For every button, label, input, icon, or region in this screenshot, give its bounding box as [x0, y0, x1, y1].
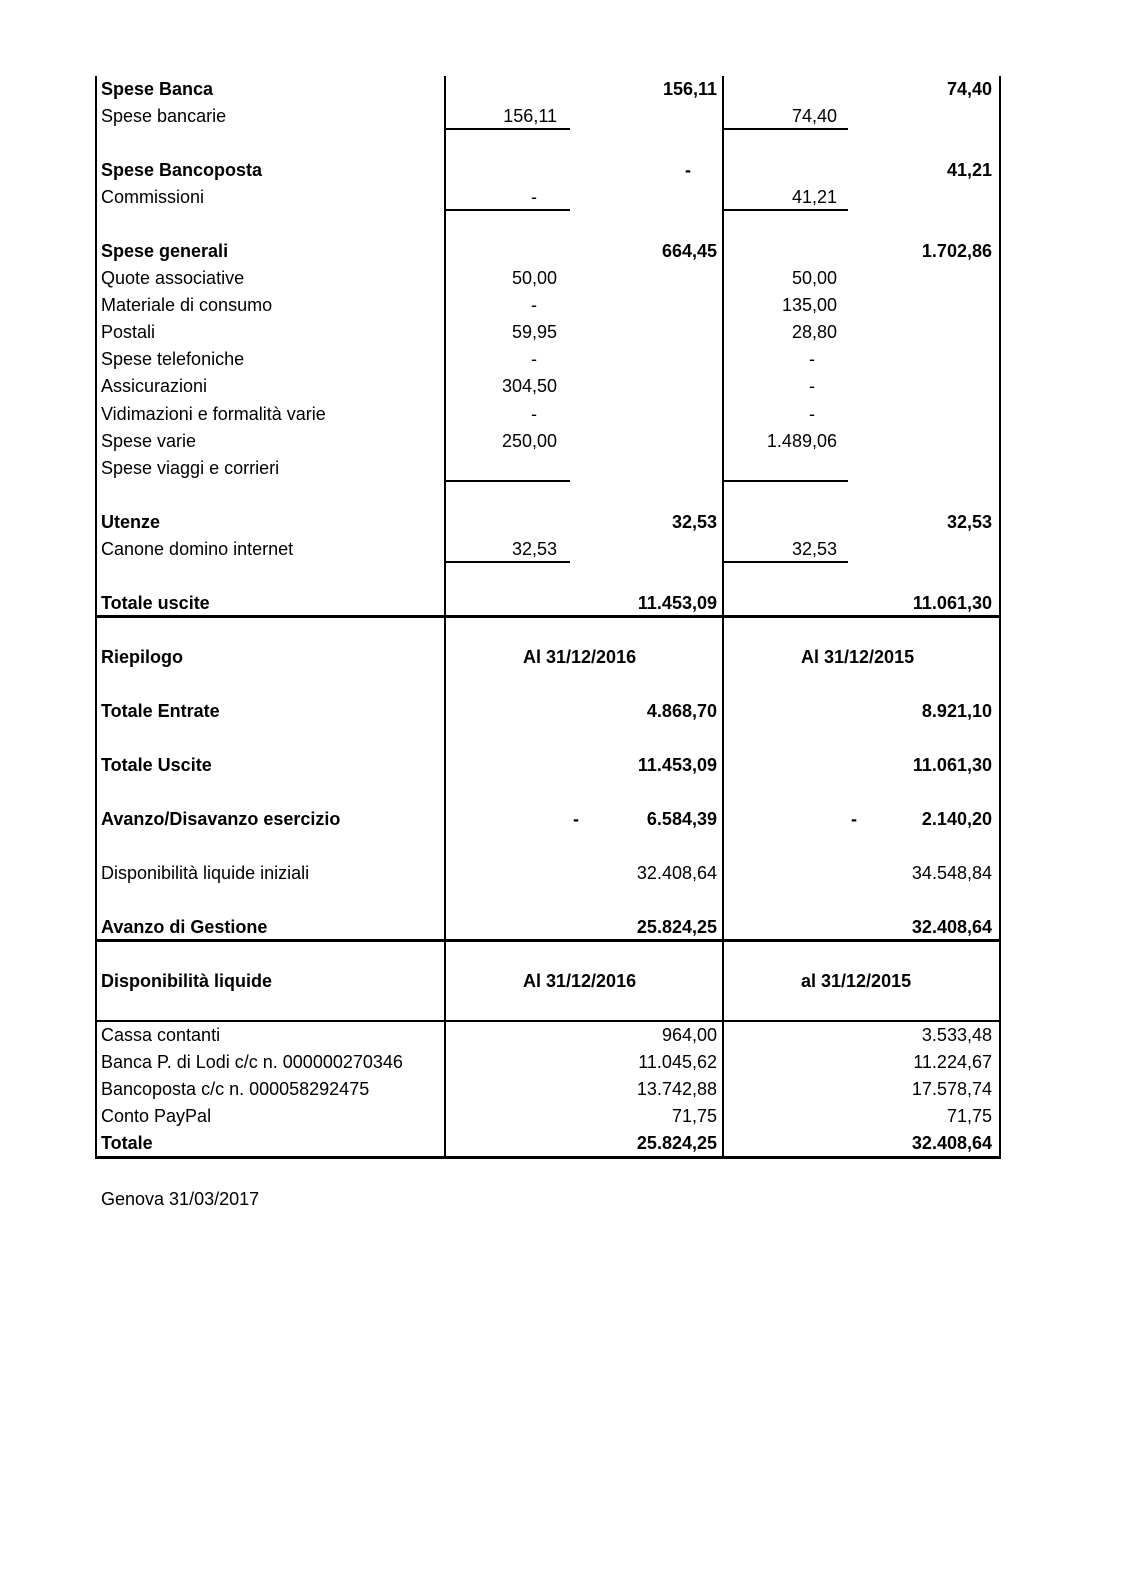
- totale-entrate-row: [97, 698, 1023, 726]
- table-row: [97, 265, 1023, 293]
- row-label: Totale: [101, 1133, 153, 1153]
- section-total-2016: -: [685, 160, 691, 180]
- table-row: [97, 373, 1023, 401]
- riepilogo-header: [97, 644, 1023, 672]
- item-label: Conto PayPal: [101, 1106, 212, 1126]
- item-value-2016: 11.045,62: [638, 1052, 717, 1072]
- section-total-2015: 1.702,86: [921, 241, 992, 261]
- table-row: [97, 1103, 1023, 1131]
- item-value-2016: 304,50: [501, 376, 557, 397]
- row-label: Totale Entrate: [101, 701, 220, 721]
- item-label: Spese telefoniche: [101, 349, 245, 370]
- disponibilita-totale-row: [97, 1130, 1023, 1158]
- item-label: Spese bancarie: [101, 106, 227, 126]
- section-header-spese-bancoposta: [97, 157, 1023, 185]
- subtotal-underline: [724, 561, 848, 563]
- section-title: Utenze: [101, 512, 161, 532]
- item-value-2015: 71,75: [946, 1106, 992, 1126]
- section-total-2016: 32,53: [671, 512, 717, 532]
- value-2016: 32.408,64: [636, 863, 717, 883]
- table-row: [97, 292, 1023, 320]
- subtotal-underline: [446, 209, 570, 211]
- table-row: [97, 103, 1023, 131]
- disponibilita-col-2015: al 31/12/2015: [801, 971, 912, 991]
- item-label: Spese viaggi e corrieri: [101, 457, 280, 478]
- section-total-2015: 32,53: [946, 512, 992, 532]
- value-2015: 11.061,30: [912, 755, 992, 775]
- item-value-2016: 71,75: [671, 1106, 717, 1126]
- item-value-2015: 32,53: [791, 539, 837, 559]
- horizontal-rule: [95, 615, 1001, 618]
- riepilogo-col-2015: Al 31/12/2015: [801, 647, 915, 667]
- section-header-spese-generali: [97, 238, 1023, 266]
- value-2016: 6.584,39: [646, 809, 717, 829]
- section-title: Spese Banca: [101, 79, 214, 99]
- table-row: [97, 1049, 1023, 1077]
- avanzo-disavanzo-row: [97, 806, 1023, 834]
- item-label: Quote associative: [101, 268, 245, 288]
- item-value-2016: -: [531, 403, 537, 424]
- subtotal-underline: [446, 128, 570, 130]
- row-label: Avanzo/Disavanzo esercizio: [101, 809, 341, 829]
- item-value-2015: -: [809, 349, 815, 370]
- item-value-2015: -: [809, 403, 815, 424]
- item-value-2016: 156,11: [503, 106, 557, 126]
- item-label: Materiale di consumo: [101, 295, 273, 316]
- item-value-2016: 59,95: [511, 322, 557, 343]
- subtotal-underline: [724, 128, 848, 130]
- value-2015: 32.408,64: [911, 1133, 992, 1153]
- totale-uscite-summary-row: [97, 752, 1023, 780]
- row-label: Avanzo di Gestione: [101, 917, 268, 937]
- place-date: Genova 31/03/2017: [101, 1189, 260, 1209]
- item-label: Commissioni: [101, 187, 205, 207]
- item-value-2016: 50,00: [511, 268, 557, 288]
- item-value-2016: 13.742,88: [636, 1079, 717, 1099]
- section-total-2015: 41,21: [946, 160, 992, 180]
- item-value-2015: 1.489,06: [766, 430, 837, 451]
- item-value-2015: 41,21: [791, 187, 837, 207]
- value-2015: 2.140,20: [921, 809, 992, 829]
- table-row: [97, 428, 1023, 456]
- item-value-2016: -: [531, 349, 537, 370]
- item-value-2016: 964,00: [661, 1025, 717, 1045]
- table-row: [97, 401, 1023, 429]
- value-2016: 25.824,25: [636, 1133, 717, 1153]
- row-label: Totale Uscite: [101, 755, 212, 775]
- value-2015: 8.921,10: [921, 701, 992, 721]
- avanzo-gestione-row: [97, 914, 1023, 942]
- negative-sign-2016: -: [573, 809, 579, 829]
- table-row: [97, 455, 1023, 483]
- disponibilita-title: Disponibilità liquide: [101, 971, 272, 991]
- horizontal-rule: [95, 1156, 1001, 1159]
- table-row: [97, 1022, 1023, 1050]
- value-2016: 25.824,25: [636, 917, 717, 937]
- section-total-2016: 156,11: [662, 79, 717, 99]
- riepilogo-col-2016: Al 31/12/2016: [523, 647, 637, 667]
- item-label: Assicurazioni: [101, 376, 208, 397]
- table-row: [97, 1076, 1023, 1104]
- item-value-2016: -: [531, 187, 537, 207]
- horizontal-rule: [95, 939, 1001, 942]
- subtotal-underline: [724, 209, 848, 211]
- item-value-2015: 135,00: [781, 295, 837, 316]
- value-2015: 34.548,84: [911, 863, 992, 883]
- section-total-2015: 74,40: [946, 79, 992, 99]
- section-header-utenze: [97, 509, 1023, 537]
- disponibilita-col-2016: Al 31/12/2016: [523, 971, 637, 991]
- disponibilita-iniziali-row: [97, 860, 1023, 888]
- table-row: [97, 319, 1023, 347]
- item-label: Postali: [101, 322, 156, 343]
- item-value-2015: 3.533,48: [921, 1025, 992, 1045]
- item-value-2016: 32,53: [511, 539, 557, 559]
- item-value-2015: [717, 455, 837, 483]
- item-value-2016: [437, 455, 557, 483]
- item-value-2015: 17.578,74: [911, 1079, 992, 1099]
- row-label: Disponibilità liquide iniziali: [101, 863, 310, 883]
- value-2016: 11.453,09: [637, 755, 717, 775]
- section-title: Spese Bancoposta: [101, 160, 263, 180]
- item-label: Banca P. di Lodi c/c n. 000000270346: [101, 1052, 403, 1072]
- item-value-2016: 250,00: [501, 430, 557, 451]
- item-label: Spese varie: [101, 430, 197, 451]
- item-value-2015: 50,00: [791, 268, 837, 288]
- subtotal-underline: [446, 561, 570, 563]
- item-value-2015: 74,40: [791, 106, 837, 126]
- table-row: [97, 346, 1023, 374]
- totale-uscite-label: Totale uscite: [101, 593, 210, 613]
- item-label: Cassa contanti: [101, 1025, 221, 1045]
- item-value-2015: 28,80: [791, 322, 837, 343]
- section-total-2016: 664,45: [661, 241, 717, 261]
- totale-uscite-2015: 11.061,30: [912, 593, 992, 613]
- totale-uscite-row: [97, 590, 1023, 618]
- disponibilita-header: [97, 968, 1023, 996]
- table-row: [97, 536, 1023, 564]
- item-label: Vidimazioni e formalità varie: [101, 403, 326, 424]
- item-label: Canone domino internet: [101, 539, 294, 559]
- section-header-spese-banca: [97, 76, 1023, 104]
- value-2015: 32.408,64: [911, 917, 992, 937]
- item-value-2016: -: [531, 295, 537, 316]
- item-value-2015: -: [809, 376, 815, 397]
- table-row: [97, 184, 1023, 212]
- totale-uscite-2016: 11.453,09: [637, 593, 717, 613]
- riepilogo-title: Riepilogo: [101, 647, 183, 667]
- section-title: Spese generali: [101, 241, 229, 261]
- value-2016: 4.868,70: [646, 701, 717, 721]
- item-label: Bancoposta c/c n. 000058292475: [101, 1079, 370, 1099]
- negative-sign-2015: -: [851, 809, 857, 829]
- item-value-2015: 11.224,67: [913, 1052, 992, 1072]
